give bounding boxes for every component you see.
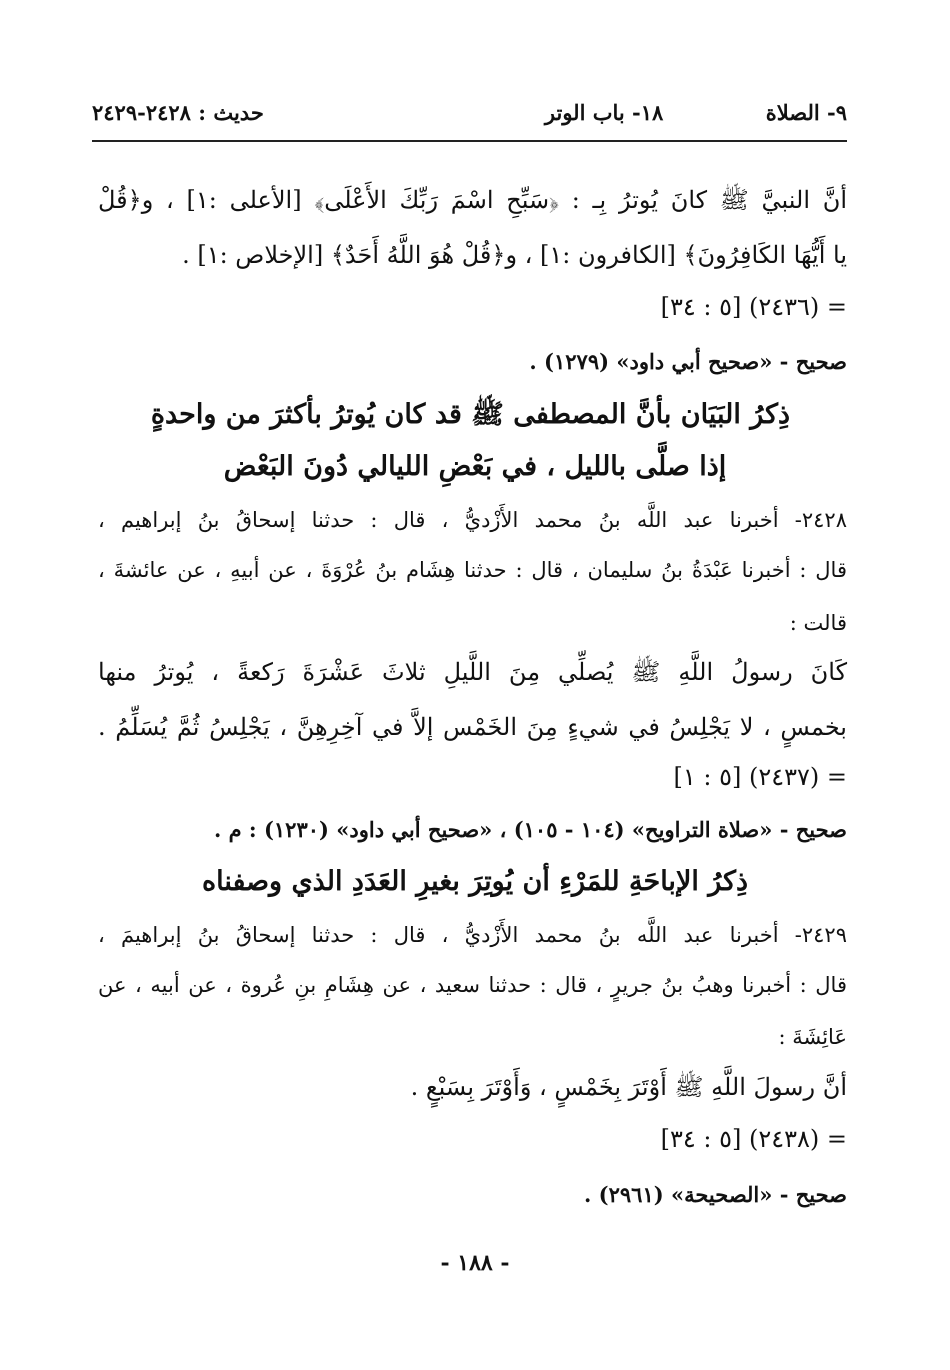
hadith-2429-grade: صحيح - «الصحيحة» (٢٩٦١) .: [584, 1182, 847, 1207]
hadith-2429-matn: أنَّ رسولَ اللَّهِ ﷺ أَوْتَرَ بِخَمْسٍ ، وَأَوْتَرَ بِسَبْعٍ .: [410, 1073, 847, 1101]
chapter-heading-1-line-2: إذا صلَّى بالليل ، في بَعْضِ الليالي دُونَ البَعْض: [223, 451, 727, 482]
hadith-2427-reference: = (٢٤٣٦) [٥ : ٣٤]: [660, 293, 847, 321]
hadith-2428-isnad-line-3: قالت :: [789, 611, 847, 635]
hadith-2429-reference: = (٢٤٣٨) [٥ : ٣٤]: [660, 1125, 847, 1153]
hadith-2427-text-line-2: يا أَيُّهَا الكَافِرُونَ﴾ [الكافرون :١] ، و﴿قُلْ هُوَ اللَّهُ أَحَدٌ﴾ [الإخلاص :١] .: [182, 241, 847, 269]
header-section: ١٨- باب الوتر: [544, 100, 664, 125]
hadith-2428-matn-line-2: بخمسٍ ، لا يَجْلِسُ في شيءٍ مِنَ الخَمْس إلاَّ في آخِرِهِنَّ ، يَجْلِسُ ثُمَّ يُسَلِّمُ .: [98, 713, 847, 741]
header-chapter-section: [545, 100, 847, 125]
hadith-2429-isnad-line-3: عَائِشَةَ :: [778, 1025, 847, 1049]
hadith-2428-matn-line-1: كَانَ رسولُ اللَّهِ ﷺ يُصلِّي مِنَ اللَّيلِ ثلاثَ عَشْرَةَ رَكعةً ، يُوترُ منها: [98, 658, 847, 686]
hadith-2427-text-line-1: أنَّ النبيَّ ﷺ كانَ يُوترُ بِـ : ﴿سَبِّحِ اسْمَ رَبِّكَ الأَعْلَى﴾ [الأعلى :١] ، و﴿قُلْ: [98, 186, 848, 214]
header-chapter: ٩- الصلاة: [765, 100, 847, 125]
hadith-2429-isnad-line-2: قال : أخبرنا وهبُ بنُ جريرٍ ، قال : حدثنا سعيد ، عن هِشَامِ بنِ عُروة ، عن أبيه ، عن: [98, 973, 847, 997]
hadith-2428-isnad-line-2: قال : أخبرنا عَبْدَةُ بنُ سليمان ، قال : حدثنا هِشَام بنُ عُرْوَةَ ، عن أبيهِ ، عن عائشةَ ،: [98, 558, 847, 582]
header-hadith-range: حديث : ٢٤٢٨-٢٤٢٩: [92, 100, 264, 125]
hadith-2428-reference: = (٢٤٣٧) [٥ : ١]: [673, 763, 847, 791]
hadith-2428-grade: صحيح - «صلاة التراويح» (١٠٤ - ١٠٥) ، «صحيح أبي داود» (١٢٣٠) : م .: [213, 817, 847, 842]
hadith-2428-isnad-line-1: ٢٤٢٨- أخبرنا عبد اللَّه بنُ محمد الأَزْديُّ ، قال : حدثنا إسحاقُ بنُ إبراهيم ،: [98, 508, 847, 532]
chapter-heading-1-line-1: ذِكرُ البَيَان بأنَّ المصطفى ﷺ قد كان يُوترُ بأكثرَ من واحدةٍ: [150, 399, 790, 430]
hadith-2429-isnad-line-1: ٢٤٢٩- أخبرنا عبد اللَّه بنُ محمد الأَزْديُّ ، قال : حدثنا إسحاقُ بنُ إبراهيمَ ،: [98, 923, 847, 947]
page-number: - ١٨٨ -: [440, 1250, 510, 1276]
chapter-heading-2: ذِكرُ الإباحَةِ للمَرْءِ أن يُوتِرَ بغيرِ العَدَدِ الذي وصفناه: [201, 866, 749, 897]
header-rule: [92, 140, 847, 142]
running-header: [92, 100, 847, 134]
hadith-2427-grade: صحيح - «صحيح أبي داود» (١٢٧٩) .: [529, 349, 847, 374]
